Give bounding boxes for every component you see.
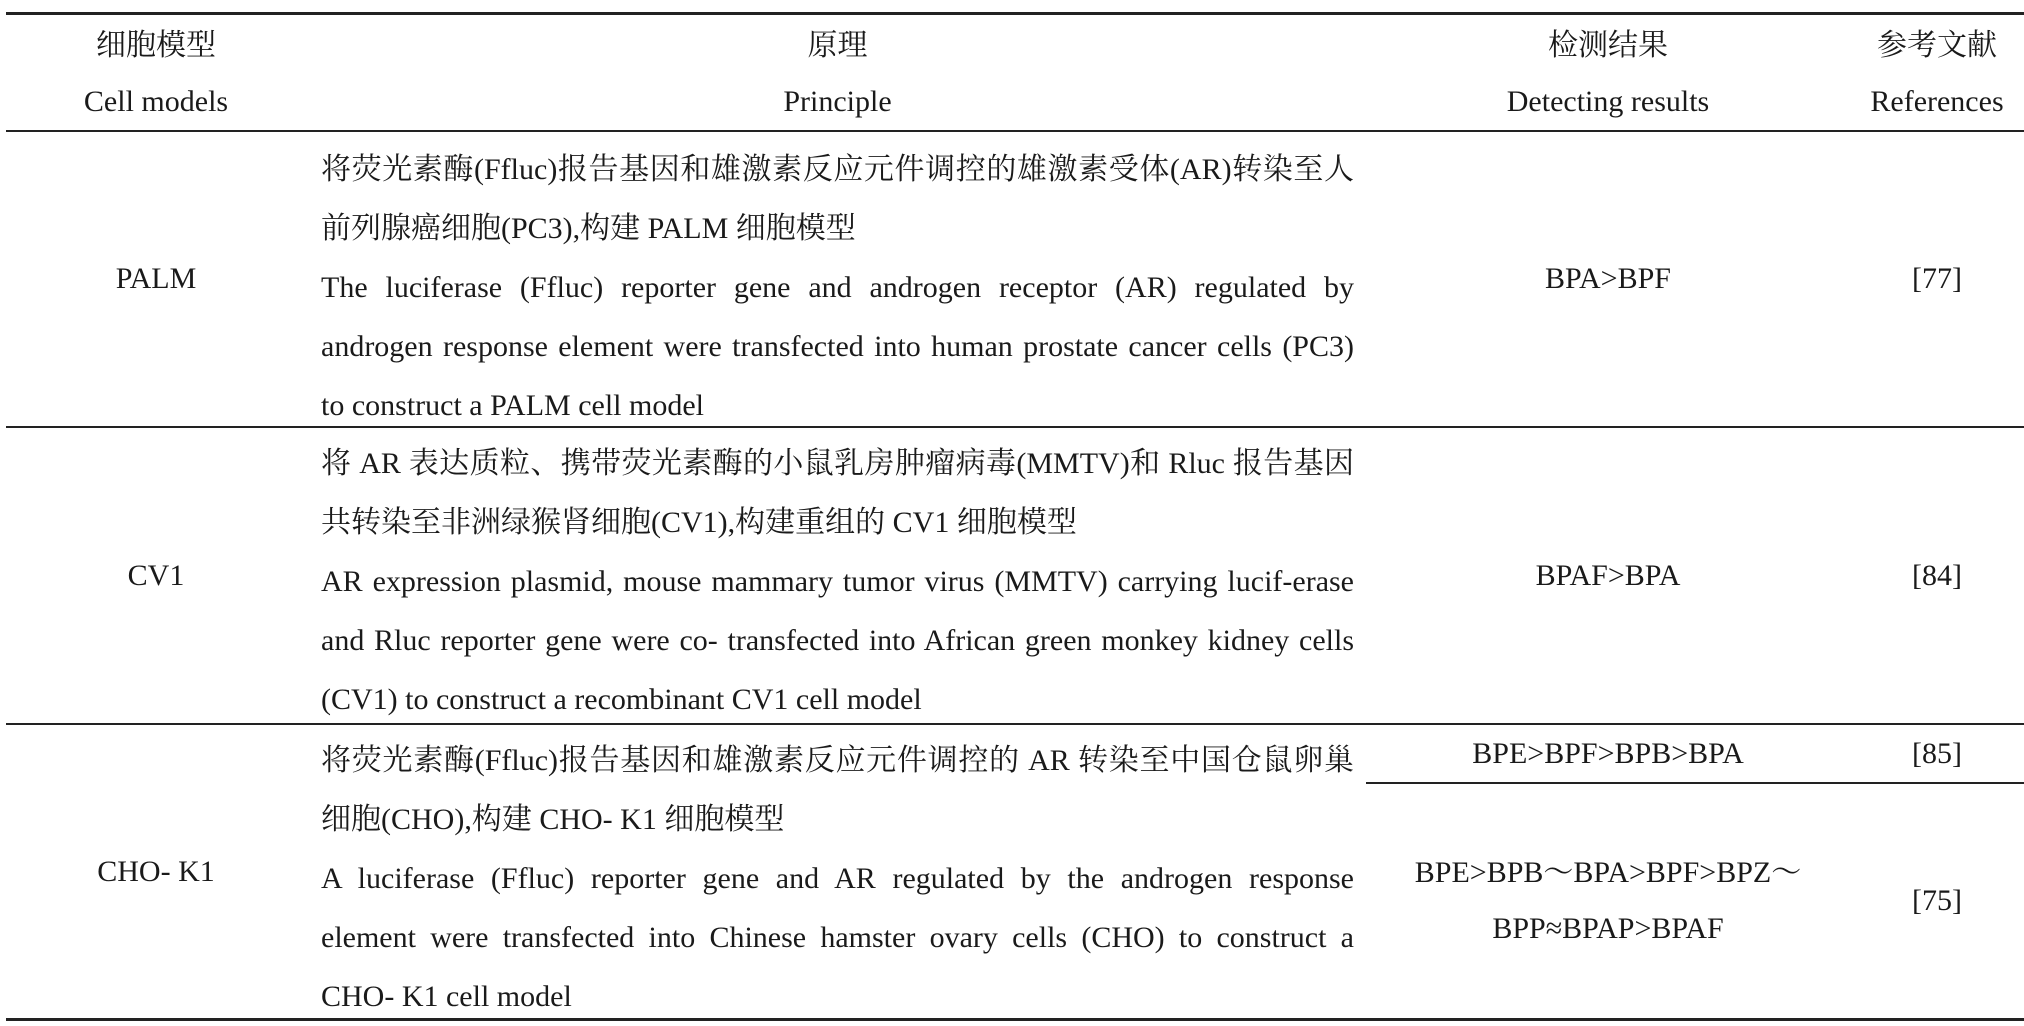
principle-zh: 将荧光素酶(Ffluc)报告基因和雄激素反应元件调控的 AR 转染至中国仓鼠卵巢细胞(CHO),构建 CHO- K1 细胞模型 [321, 744, 1354, 836]
header-detecting-results [1366, 18, 1850, 130]
principle-zh: 将 AR 表达质粒、携带荧光素酶的小鼠乳房肿瘤病毒(MMTV)和 Rluc 报告基因共转染至非洲绿猴肾细胞(CV1),构建重组的 CV1 细胞模型 [321, 447, 1354, 539]
header-references [1850, 18, 2024, 130]
header-zh: 参考文献 [1877, 29, 1997, 62]
cell-model: PALM [115, 262, 197, 295]
header-en: References [1870, 85, 2004, 118]
cell-result: BPAF>BPA [1535, 558, 1681, 592]
cell-result: BPE>BPF>BPB>BPA [1472, 736, 1744, 770]
header-en: Cell models [83, 85, 229, 118]
header-en: Principle [783, 85, 892, 118]
header-principle [321, 18, 1354, 130]
principle-zh: 将荧光素酶(Ffluc)报告基因和雄激素反应元件调控的雄激素受体(AR)转染至人前列腺癌细胞(PC3),构建 PALM 细胞模型 [321, 153, 1354, 245]
cell-result [1366, 784, 1850, 1018]
principle-en: The luciferase (Ffluc) reporter gene and androgen receptor (AR) regulated by androgen response element were transfected into human prostate cancer cells (PC3) to construct a PALM cell model [321, 271, 1354, 422]
result-line: BPP≈BPAP>BPAF [1492, 912, 1724, 945]
result-line: BPE>BPB～BPA>BPF>BPZ～ [1414, 856, 1802, 889]
principle-en: AR expression plasmid, mouse mammary tumor virus (MMTV) carrying lucif-erase and Rluc reporter gene were co- transfected into African green monkey kidney cells (CV1) to construct a recombinant CV1 cell model [321, 565, 1354, 716]
cell-result: BPA>BPF [1545, 262, 1671, 295]
table-top-rule [6, 12, 2024, 15]
cell-principle [321, 731, 1354, 1026]
cell-reference: [77] [1912, 262, 1962, 295]
cell-principle [321, 434, 1354, 729]
header-zh: 检测结果 [1548, 29, 1668, 62]
header-zh: 细胞模型 [96, 29, 216, 62]
cell-reference: [85] [1912, 736, 1962, 770]
header-en: Detecting results [1506, 85, 1710, 118]
principle-en: A luciferase (Ffluc) reporter gene and AR regulated by the androgen response element were transfected into Chinese hamster ovary cells (CHO) to construct a CHO- K1 cell model [321, 862, 1354, 1013]
cell-principle [321, 140, 1354, 435]
cell-model: CV1 [127, 558, 185, 592]
cell-reference: [75] [1912, 884, 1962, 917]
header-cell-models [6, 18, 306, 130]
cell-reference: [84] [1912, 558, 1962, 592]
cell-model: CHO- K1 [97, 854, 215, 888]
header-zh: 原理 [807, 29, 868, 62]
